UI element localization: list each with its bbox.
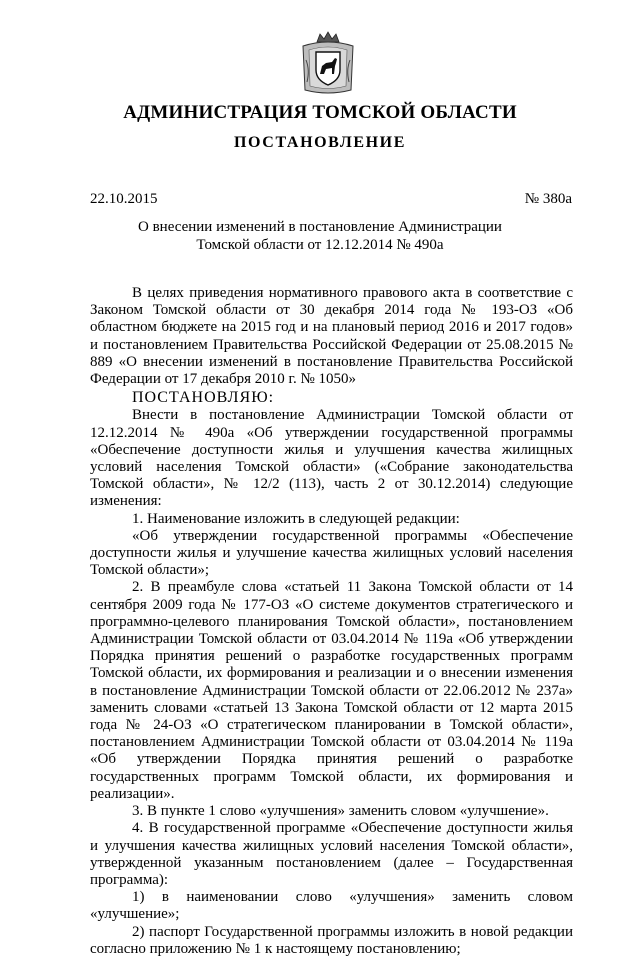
document-type: ПОСТАНОВЛЕНИЕ — [234, 134, 406, 151]
body-paragraph-6: 4. В государственной программе «Обеспечение доступности жилья и улучшения качества жилищных условий населения Томской области», утвержденной указанным постановлением (далее – Государственная программа): — [90, 820, 573, 888]
document-date: 22.10.2015 — [90, 191, 158, 207]
document-subject — [0, 218, 640, 254]
document-body — [90, 285, 573, 958]
body-paragraph-3: «Об утверждении государственной программы «Обеспечение доступности жилья и улучшение качества жилищных условий населения Томской области»; — [90, 527, 573, 579]
body-paragraph-8: 2) паспорт Государственной программы изложить в новой редакции согласно приложению № 1 к настоящему постановлению; — [90, 923, 573, 957]
body-paragraph-2: 1. Наименование изложить в следующей редакции: — [132, 510, 460, 527]
body-paragraph-7: 1) в наименовании слово «улучшения» заменить словом «улучшение»; — [90, 889, 573, 923]
subject-line-2: Томской области от 12.12.2014 № 490а — [196, 237, 444, 253]
coat-of-arms-emblem — [300, 30, 356, 96]
decree-word: ПОСТАНОВЛЯЮ: — [132, 389, 275, 407]
document-number: № 380а — [524, 191, 572, 207]
preamble-paragraph: В целях приведения нормативного правового акта в соответствие с Законом Томской области от 30 декабря 2014 года № 193-ОЗ «Об областном бюджете на 2015 год и на плановый период 2016 и 2017 годов» и постановлением Правительства Российской Федерации от 25.08.2015 № 889 «О внесении изменений в постановление Правительства Российской Федерации от 17 декабря 2010 г. № 1050» — [90, 285, 573, 388]
body-paragraph-5: 3. В пункте 1 слово «улучшения» заменить словом «улучшение». — [132, 803, 549, 820]
organization-title: АДМИНИСТРАЦИЯ ТОМСКОЙ ОБЛАСТИ — [123, 102, 517, 123]
body-paragraph-4: 2. В преамбуле слова «статьей 11 Закона Томской области от 14 сентября 2009 года № 177-ОЗ «О системе документов стратегического и программно-целевого планирования Томской области», постановлением Администрации Томской области от 03.04.2014 № 119а «Об утверждении Порядка принятия решений о разработке государственных программ Томской области, их формирования и реализации и о внесении изменения в постановление Администрации Томской области от 22.06.2012 № 237а» заменить словами «статьей 13 Закона Томской области от 12 марта 2015 года № 24-ОЗ «О стратегическом планировании в Томской области», постановлением Администрации Томской области от 03.04.2014 № 119а «Об утверждении Порядка принятия решений о разработке государственных программ Томской области, их формирования и реализации». — [90, 579, 573, 802]
subject-line-1: О внесении изменений в постановление Администрации — [138, 219, 502, 235]
body-paragraph-1: Внести в постановление Администрации Томской области от 12.12.2014 № 490а «Об утверждении государственной программы «Обеспечение доступности жилья и улучшения качества жилищных условий населения Томской области» («Собрание законодательства Томской области», № 12/2 (113), часть 2 от 30.12.2014) следующие изменения: — [90, 407, 573, 510]
